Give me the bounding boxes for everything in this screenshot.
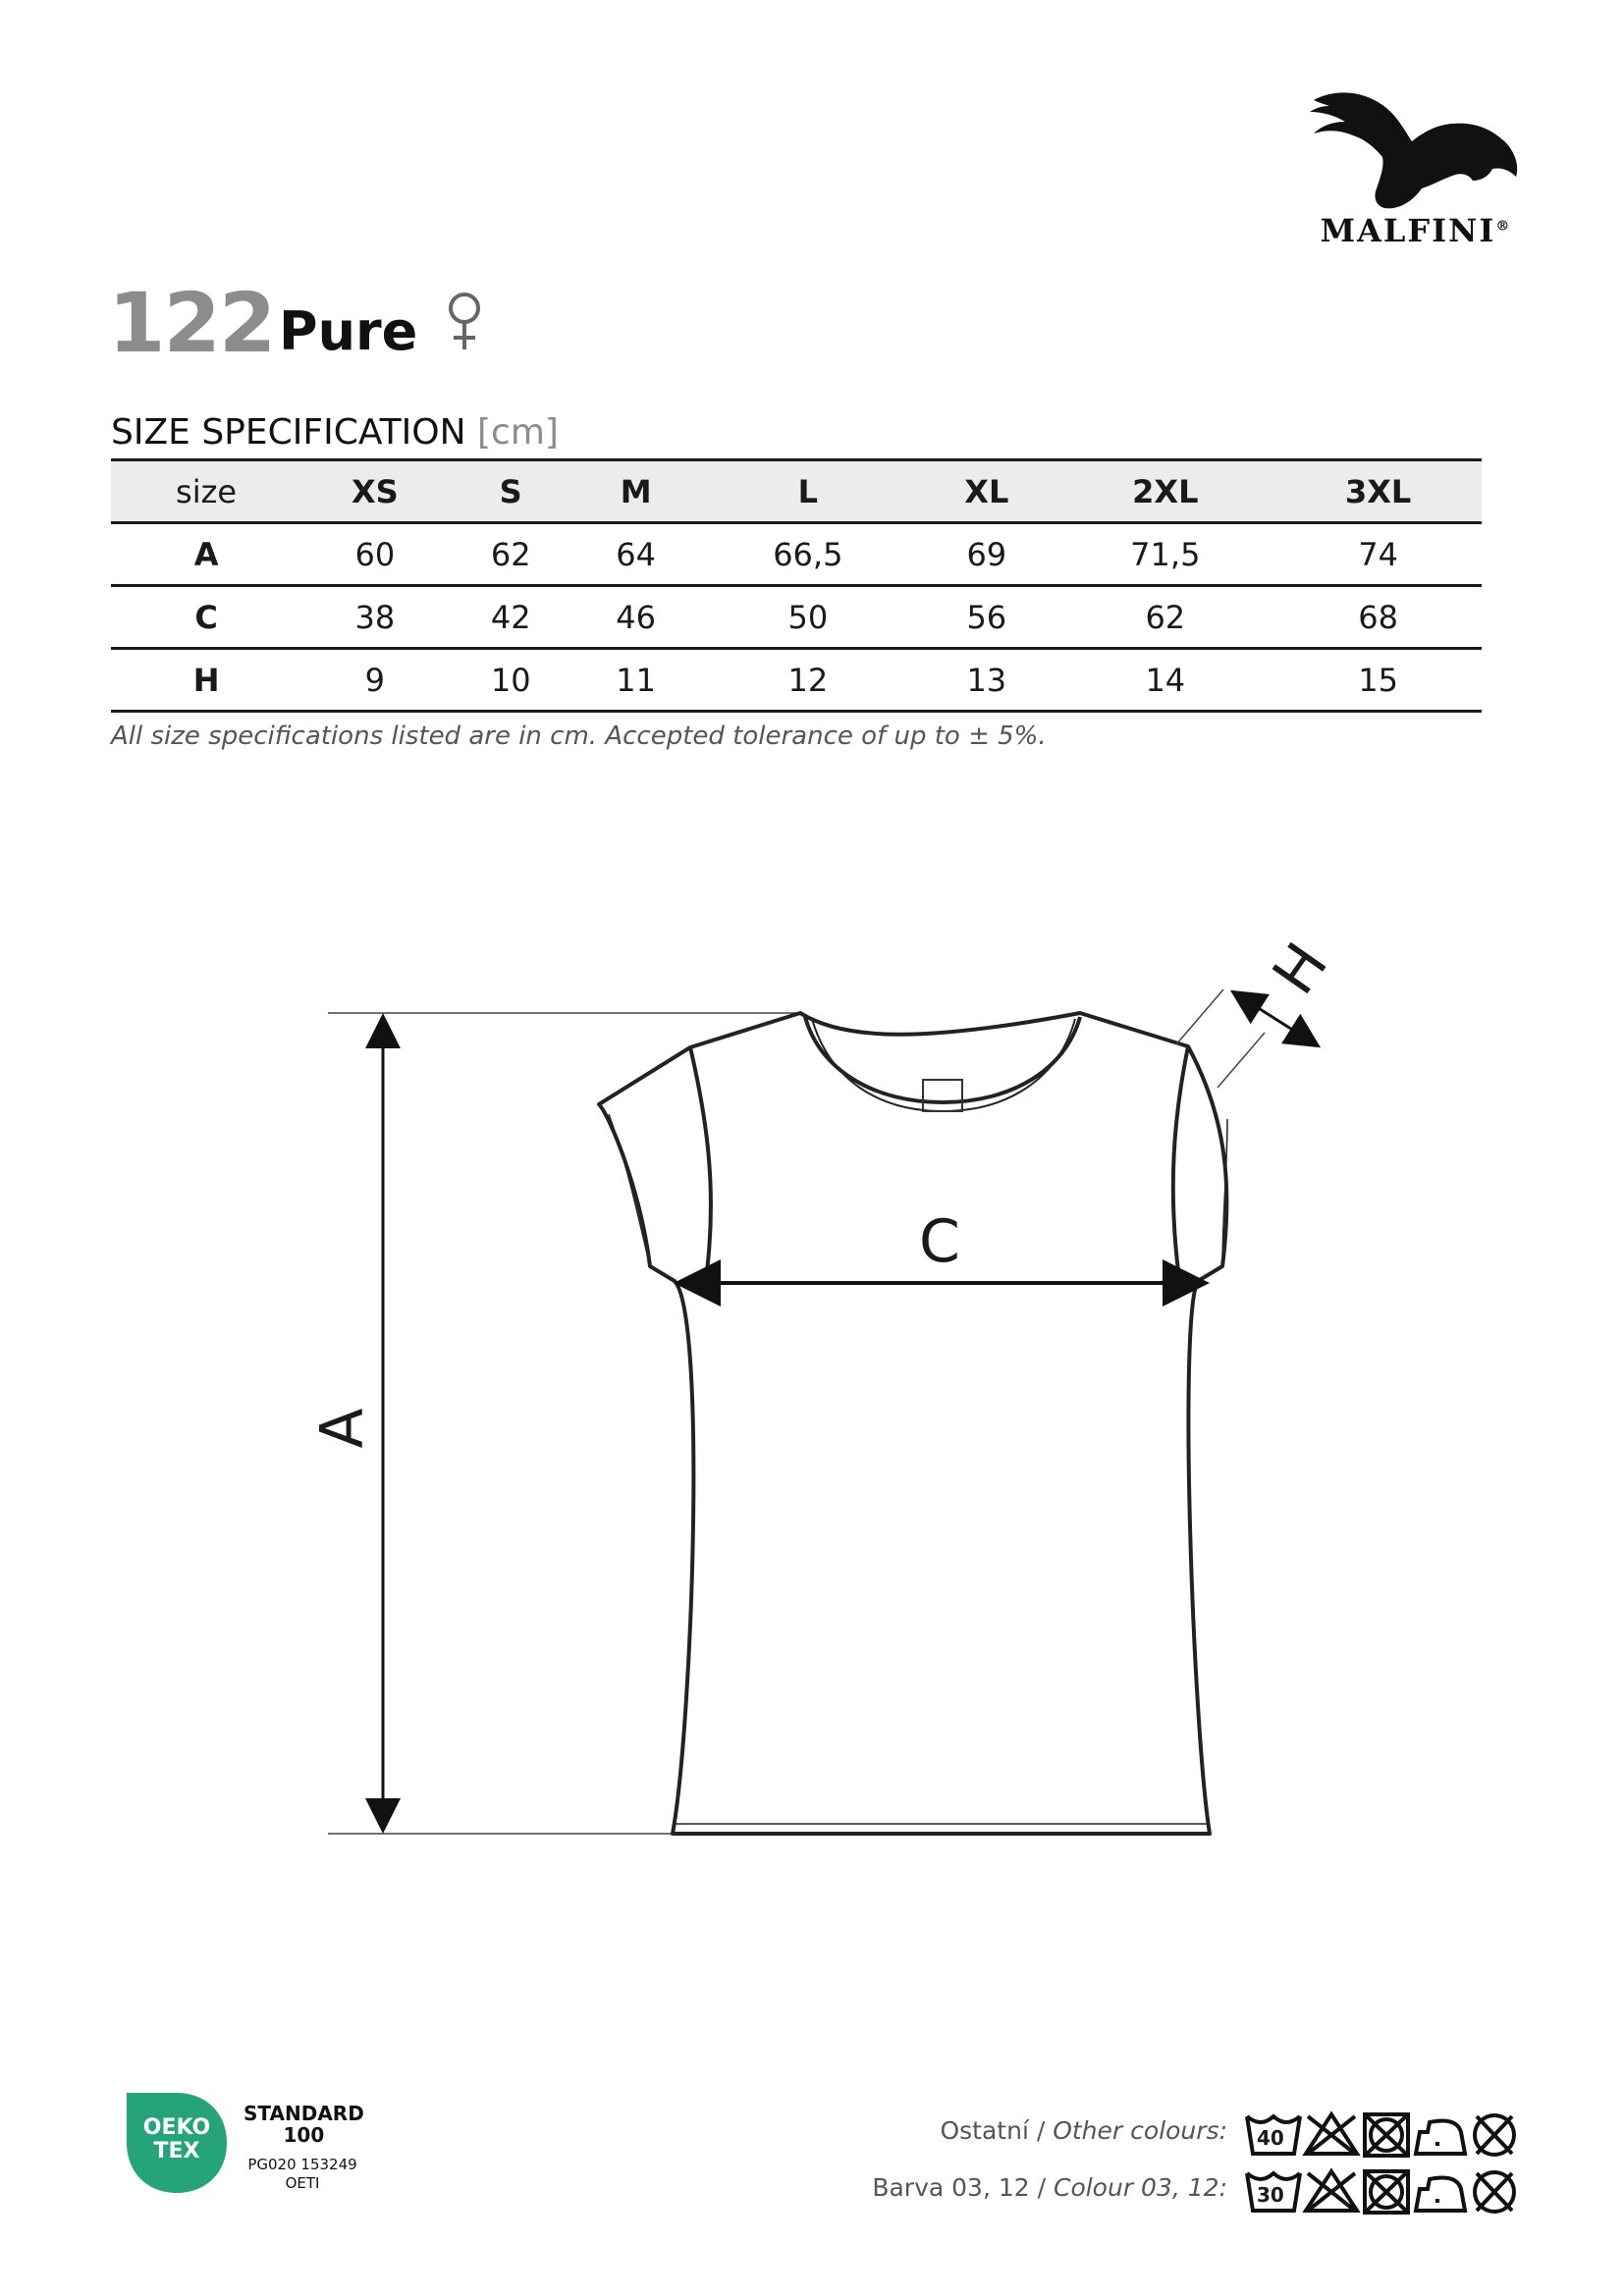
table-cell: 10 <box>448 649 572 712</box>
table-cell: 38 <box>301 586 448 649</box>
tshirt-measurement-diagram <box>295 931 1375 1845</box>
size-spec-table <box>111 458 1482 713</box>
table-cell: 14 <box>1056 649 1274 712</box>
tolerance-note: All size specifications listed are in cm. Accepted tolerance of up to ± 5%. <box>111 721 1047 751</box>
care-label-other: Ostatní / Other colours: <box>940 2116 1227 2145</box>
table-cell: 46 <box>573 586 698 649</box>
product-code: 122 <box>108 275 275 371</box>
care-label-colour: Barva 03, 12 / Colour 03, 12: <box>872 2173 1227 2202</box>
table-header-cell: M <box>573 460 698 523</box>
iron-icon <box>1416 2121 1465 2154</box>
no-bleach-icon <box>1306 2114 1357 2154</box>
table-header-cell: XS <box>301 460 448 523</box>
neck-label <box>923 1080 962 1111</box>
diagram-label-h: H <box>1259 931 1342 1007</box>
table-cell: 50 <box>698 586 917 649</box>
no-tumble-dry-icon <box>1365 2171 1408 2213</box>
product-name: Pure <box>279 300 418 362</box>
no-tumble-dry-icon <box>1365 2114 1408 2156</box>
table-row <box>111 586 1482 649</box>
female-symbol-icon <box>440 289 489 357</box>
table-cell: 68 <box>1274 586 1482 649</box>
table-cell: 64 <box>573 523 698 586</box>
table-cell: 13 <box>917 649 1056 712</box>
care-icons-other <box>1243 2109 1538 2167</box>
size-spec-title: SIZE SPECIFICATION [cm] <box>111 412 559 453</box>
table-header-cell: XL <box>917 460 1056 523</box>
table-row <box>111 649 1482 712</box>
table-cell: 69 <box>917 523 1056 586</box>
row-label: C <box>111 586 301 649</box>
table-cell: 12 <box>698 649 917 712</box>
table-cell: 15 <box>1274 649 1482 712</box>
table-header-row <box>111 460 1482 523</box>
oeko-logo-bottom: TEX <box>153 2139 200 2163</box>
no-dry-clean-icon <box>1475 2115 1514 2155</box>
no-dry-clean-icon <box>1475 2172 1514 2212</box>
h-dimension-arrow <box>1235 993 1316 1044</box>
oeko-cert-number: PG020 153249 OETI <box>247 2156 357 2192</box>
table-header-cell: 2XL <box>1056 460 1274 523</box>
tshirt-outline <box>599 1013 1227 1834</box>
table-header-cell: L <box>698 460 917 523</box>
table-cell: 56 <box>917 586 1056 649</box>
table-cell: 66,5 <box>698 523 917 586</box>
table-cell: 11 <box>573 649 698 712</box>
table-header-cell: size <box>111 460 301 523</box>
table-cell: 9 <box>301 649 448 712</box>
row-label: H <box>111 649 301 712</box>
wash-temp-other: 40 <box>1257 2126 1284 2150</box>
oeko-logo-top: OEKO <box>142 2115 211 2140</box>
iron-icon <box>1416 2178 1465 2211</box>
table-cell: 62 <box>1056 586 1274 649</box>
table-header-cell: 3XL <box>1274 460 1482 523</box>
table-header-cell: S <box>448 460 572 523</box>
table-cell: 60 <box>301 523 448 586</box>
care-icons-colour <box>1243 2165 1538 2224</box>
table-cell: 74 <box>1274 523 1482 586</box>
table-row <box>111 523 1482 586</box>
row-label: A <box>111 523 301 586</box>
brand-name: MALFINI® <box>1320 212 1512 249</box>
wash-temp-colour: 30 <box>1257 2183 1284 2207</box>
diagram-label-a: A <box>307 1408 377 1449</box>
table-cell: 62 <box>448 523 572 586</box>
table-cell: 42 <box>448 586 572 649</box>
diagram-label-c: C <box>919 1207 960 1276</box>
no-bleach-icon <box>1306 2171 1357 2211</box>
oeko-standard: STANDARD 100 <box>244 2102 364 2147</box>
table-cell: 71,5 <box>1056 523 1274 586</box>
oeko-tex-logo <box>123 2089 231 2197</box>
